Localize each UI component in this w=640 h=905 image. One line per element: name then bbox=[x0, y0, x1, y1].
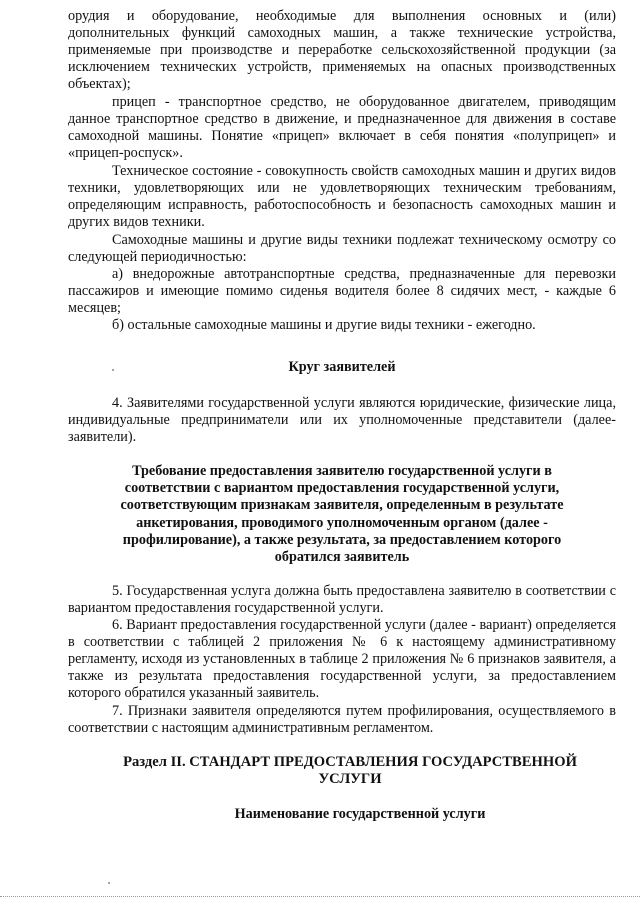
heading-applicants: Круг заявителей bbox=[288, 359, 396, 375]
paragraph-technical-condition: Техническое состояние - совокупность свойств самоходных машин и других видов техники, удовлетворяющих или не удовлетворяющих техническим требованиям, определяющим исправность, работоспособность и безопасность самоходных машин и других видов техники. bbox=[68, 163, 616, 231]
scan-speck bbox=[112, 369, 114, 371]
heading-service-name: Наименование государственной услуги bbox=[234, 806, 486, 822]
text-line: исключением технических устройств, применяемых на опасных производственных bbox=[68, 59, 616, 76]
text-line: объектах); bbox=[68, 76, 131, 93]
list-item-offroad-vehicles: а) внедорожные автотранспортные средства, предназначенные для перевозки пассажиров и имеющие помимо сиденья водителя более 8 сидячих мест, - каждые 6 месяцев; bbox=[68, 266, 616, 317]
paragraph-item-7: 7. Признаки заявителя определяются путем профилирования, осуществляемого в соответствии с настоящим административным регламентом. bbox=[68, 703, 616, 737]
text-line: применяемые при производстве и переработке сельскохозяйственной продукции (за bbox=[68, 42, 616, 59]
scan-speck bbox=[108, 882, 110, 884]
paragraph-trailer-definition: прицеп - транспортное средство, не оборудованное двигателем, приводящим данное транспортное средство в движение, и предназначенное для движения в составе самоходной машины. Понятие «прицеп» включает в себя понятия «полуприцеп» и «прицеп-роспуск». bbox=[68, 94, 616, 162]
list-item-other-machines: б) остальные самоходные машины и другие виды техники - ежегодно. bbox=[112, 317, 536, 333]
heading-section-2: Раздел II. СТАНДАРТ ПРЕДОСТАВЛЕНИЯ ГОСУДАРСТВЕННОЙ УСЛУГИ bbox=[123, 754, 577, 788]
text-line: орудия и оборудование, необходимые для выполнения основных и (или) bbox=[68, 8, 616, 24]
paragraph-item-6: 6. Вариант предоставления государственной услуги (далее - вариант) определяется в соответствии с таблицей 2 приложения № 6 к настоящему административному регламенту, исходя из установленных в таблице 2 приложения № 6 признаков заявителя, а также из результата предоставления государственной услуги, за предоставлением которого обратился указанный заявитель. bbox=[68, 617, 616, 702]
heading-service-requirement: Требование предоставления заявителю государственной услуги в соответствии с вариантом предоставления государственной услуги, соответствующим признакам заявителя, определенным в результате анкетирования, проводимого уполномоченным органом (далее - профилирование), а также результата, за предоставлением которого обратился заявитель bbox=[120, 463, 564, 566]
paragraph-inspection-periodicity: Самоходные машины и другие виды техники подлежат техническому осмотру со следующей периодичностью: bbox=[68, 232, 616, 266]
paragraph-implements-definition bbox=[68, 8, 616, 93]
text-line: дополнительных функций самоходных машин, а также технические устройства, bbox=[68, 25, 616, 42]
paragraph-applicants: 4. Заявителями государственной услуги являются юридические, физические лица, индивидуальные предприниматели или их уполномоченные представители (далее-заявители). bbox=[68, 395, 616, 446]
page-bottom-edge bbox=[0, 896, 640, 897]
paragraph-item-5: 5. Государственная услуга должна быть предоставлена заявителю в соответствии с вариантом предоставления государственной услуги. bbox=[68, 583, 616, 617]
